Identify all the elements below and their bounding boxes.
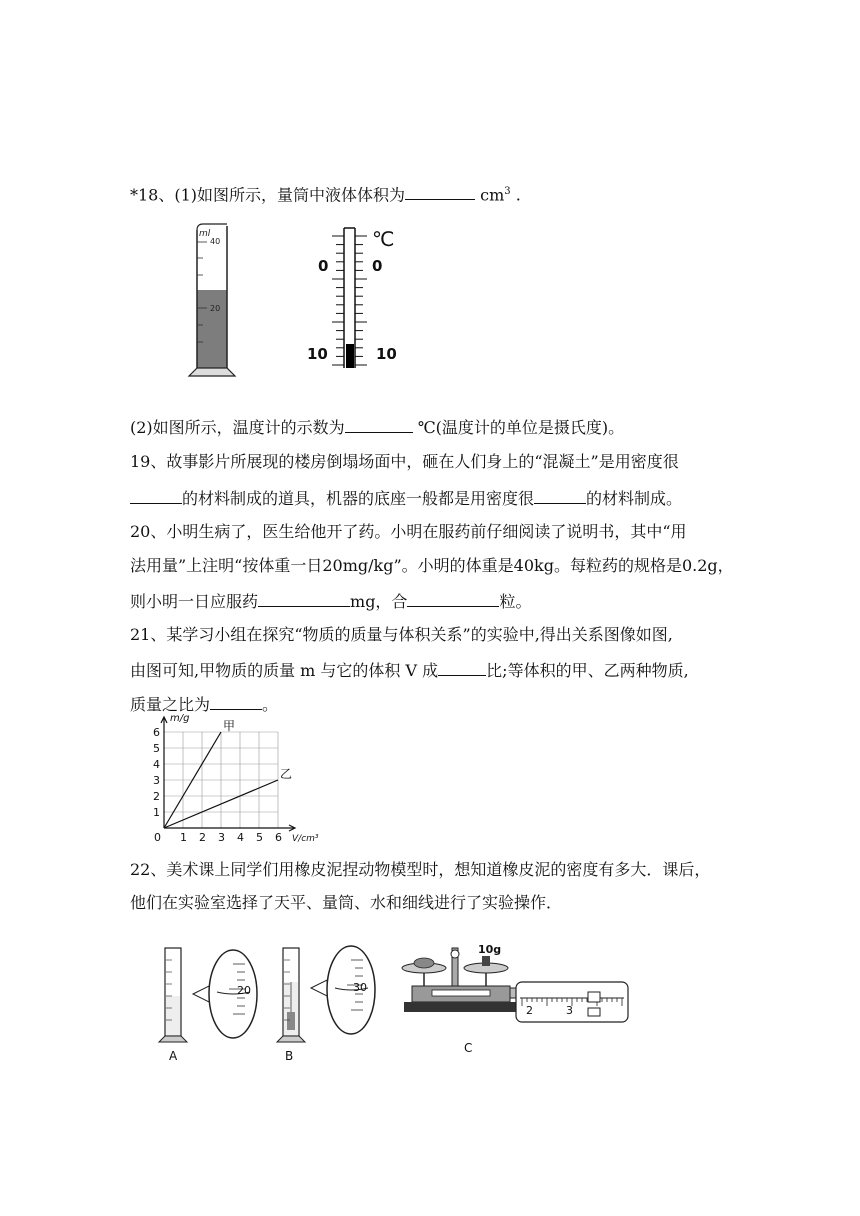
thermo-0-left: 0 bbox=[318, 257, 329, 275]
q20-text-c: 粒。 bbox=[499, 592, 532, 611]
q19-blank-1[interactable] bbox=[130, 487, 182, 504]
figure-a-label: A bbox=[169, 1049, 178, 1062]
q19-line2 bbox=[130, 487, 682, 509]
y-tick-label: 1 bbox=[153, 806, 160, 819]
series-label: 甲 bbox=[223, 719, 236, 733]
q19-text-b: 的材料制成的道具，机器的底座一般都是用密度很 bbox=[182, 489, 535, 508]
figure-c-label: C bbox=[464, 1041, 473, 1055]
scale-3: 3 bbox=[566, 1004, 573, 1017]
x-axis-label: V/cm³ bbox=[292, 834, 319, 844]
y-tick-label: 6 bbox=[153, 726, 160, 739]
x-tick-label: 4 bbox=[237, 831, 244, 844]
q18-part2-end: ℃(温度计的单位是摄氏度)。 bbox=[412, 418, 625, 437]
q21-blank-ratio[interactable] bbox=[210, 693, 262, 710]
series-label: 乙 bbox=[280, 767, 293, 781]
cylinder-unit: ml bbox=[199, 229, 211, 239]
q20-line2: 法用量”上注明“按体重一日20mg/kg”。小明的体重是40kg。每粒药的规格是0.2g， bbox=[130, 556, 734, 575]
q22-line1: 22、美术课上同学们用橡皮泥捏动物模型时，想知道橡皮泥的密度有多大．课后， bbox=[130, 860, 711, 879]
q18-line2 bbox=[130, 416, 624, 438]
x-tick-label: 6 bbox=[275, 831, 282, 844]
y-tick-label: 2 bbox=[153, 790, 160, 803]
y-tick-label: 4 bbox=[153, 758, 160, 771]
q18-blank-temperature[interactable] bbox=[345, 416, 413, 433]
figure-a-reading: 20 bbox=[237, 984, 251, 997]
q18-line1 bbox=[130, 182, 521, 205]
q18-text: *18、(1)如图所示，量筒中液体体积为 bbox=[130, 185, 406, 205]
q21-line2 bbox=[130, 659, 689, 681]
q21-line1: 21、某学习小组在探究“物质的质量与体积关系”的实验中,得出关系图像如图, bbox=[130, 625, 673, 644]
q19-text-c: 的材料制成。 bbox=[586, 489, 683, 508]
q18-part2-text: (2)如图所示，温度计的示数为 bbox=[130, 418, 345, 437]
q21-text-a: 由图可知,甲物质的质量 m 与它的体积 V 成 bbox=[130, 661, 439, 680]
y-axis-label: m/g bbox=[170, 713, 190, 724]
x-tick-label: 0 bbox=[154, 831, 161, 844]
q20-blank-mg[interactable] bbox=[258, 590, 350, 607]
q18-blank-volume[interactable] bbox=[405, 183, 475, 200]
q19-line1: 19、故事影片所展现的楼房倒塌场面中，砸在人们身上的“混凝土”是用密度很 bbox=[130, 452, 679, 471]
thermo-10-right: 10 bbox=[376, 345, 397, 363]
q18-end: . bbox=[510, 185, 521, 205]
q22-line2: 他们在实验室选择了天平、量筒、水和细线进行了实验操作． bbox=[130, 893, 563, 912]
y-tick-label: 5 bbox=[153, 742, 160, 755]
thermometer-figure bbox=[300, 222, 410, 372]
figure-a-cylinder bbox=[155, 942, 265, 1062]
graduated-cylinder-figure bbox=[185, 222, 245, 382]
mass-volume-chart bbox=[150, 710, 360, 845]
thermo-10-left: 10 bbox=[307, 345, 328, 363]
y-tick-label: 3 bbox=[153, 774, 160, 787]
x-tick-label: 5 bbox=[256, 831, 263, 844]
figure-b-label: B bbox=[285, 1049, 294, 1062]
q20-text-b: mg，合 bbox=[350, 592, 408, 611]
q21-blank-relation[interactable] bbox=[438, 659, 486, 676]
x-tick-label: 1 bbox=[180, 831, 187, 844]
figure-c-balance bbox=[398, 938, 638, 1063]
q19-blank-2[interactable] bbox=[534, 487, 586, 504]
q20-blank-count[interactable] bbox=[407, 590, 499, 607]
x-tick-label: 2 bbox=[199, 831, 206, 844]
q21-text-d: 。 bbox=[262, 695, 279, 714]
q20-line3 bbox=[130, 590, 531, 612]
q20-text-a: 则小明一日应服药 bbox=[130, 592, 259, 611]
weight-label: 10g bbox=[478, 943, 502, 956]
figure-b-cylinder bbox=[273, 942, 383, 1062]
unit-sup: 3 bbox=[504, 186, 511, 197]
x-tick-label: 3 bbox=[218, 831, 225, 844]
figure-b-reading: 30 bbox=[353, 981, 367, 994]
scale-2: 2 bbox=[526, 1004, 533, 1017]
cylinder-40: 40 bbox=[210, 237, 221, 246]
q21-text-c: 质量之比为 bbox=[130, 695, 211, 714]
q20-line1: 20、小明生病了，医生给他开了药。小明在服药前仔细阅读了说明书，其中“用 bbox=[130, 522, 687, 541]
unit-cm: cm bbox=[480, 185, 505, 205]
q21-text-b: 比;等体积的甲、乙两种物质, bbox=[486, 661, 689, 680]
thermo-0-right: 0 bbox=[372, 257, 383, 275]
cylinder-20: 20 bbox=[210, 304, 221, 313]
celsius-unit: ℃ bbox=[372, 227, 395, 251]
